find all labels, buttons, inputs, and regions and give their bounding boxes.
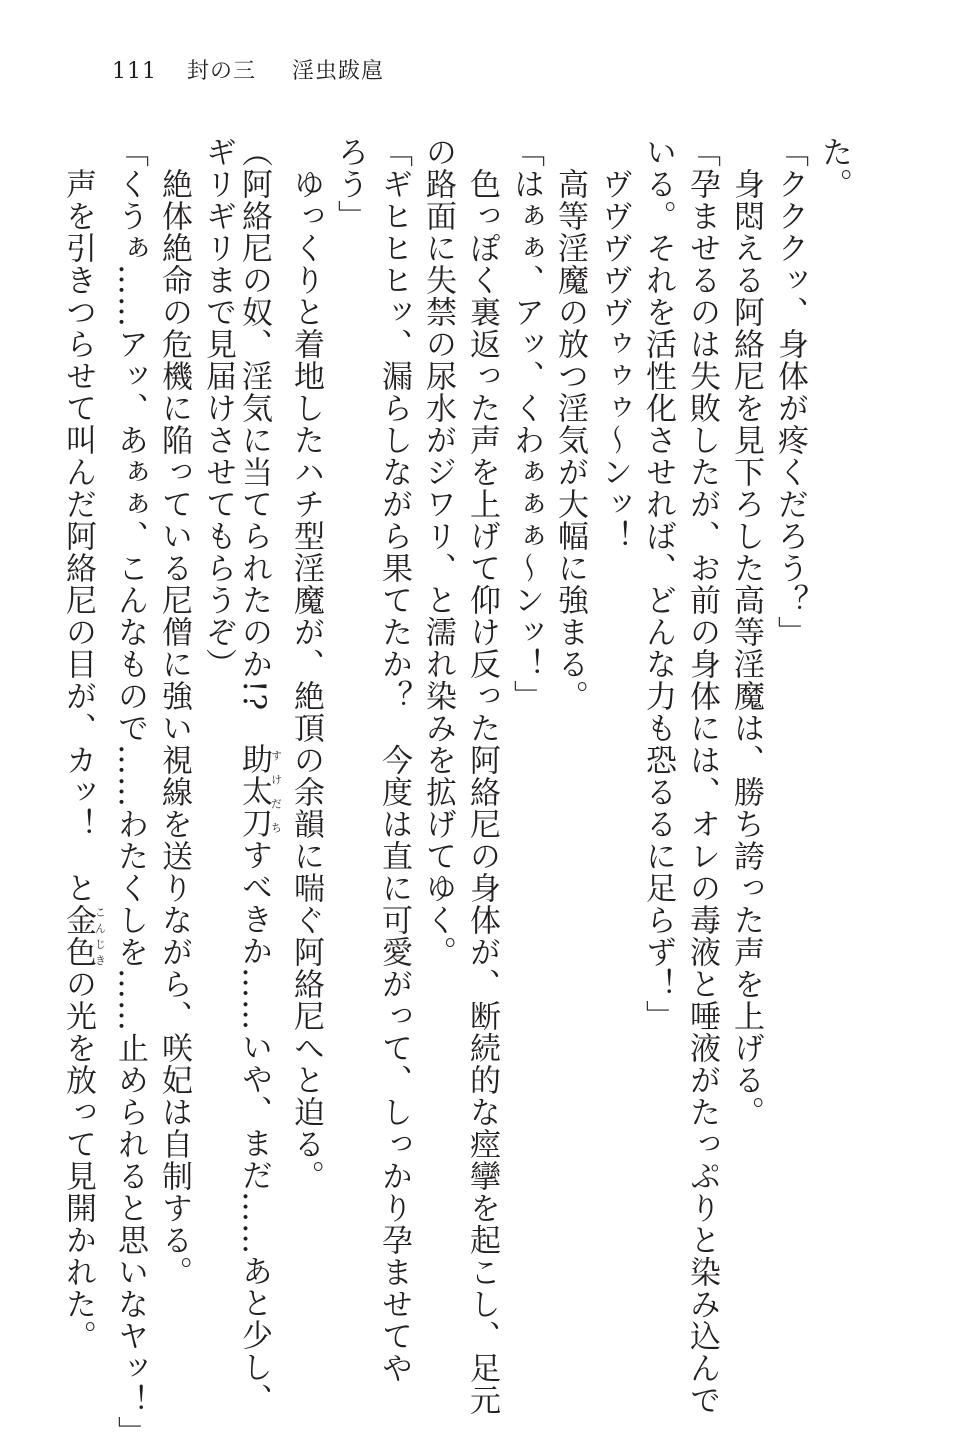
text-column: ギリギリまで見届けさせてもらうぞ） <box>200 136 236 680</box>
text-segment: 声を引きつらせて叫んだ阿絡尼の目が、カッ！ と <box>60 136 96 904</box>
ruby-word <box>236 743 283 840</box>
ruby-base: 金色 <box>60 904 96 968</box>
text-column <box>236 136 283 1416</box>
text-column: 高等淫魔の放つ淫気が大幅に強まる。 <box>552 136 588 712</box>
page-number: 111 <box>112 59 157 84</box>
ruby-reading: すけだち <box>269 743 283 840</box>
text-column: ろう」 <box>332 136 368 232</box>
text-column: 身悶える阿絡尼を見下ろした高等淫魔は、勝ち誇った声を上げる。 <box>728 136 764 1128</box>
text-column: 「クククッ、身体が疼くだろう？」 <box>772 136 808 648</box>
text-column: 絶体絶命の危機に陥っている尼僧に強い視線を送りながら、咲妃は自制する。 <box>156 136 192 1288</box>
text-column: 「ギヒヒヒッ、漏らしながら果てたか？ 今度は直に可愛がって、しっかり孕ませてや <box>376 136 412 1384</box>
chapter-label: 封の三 <box>187 59 257 84</box>
text-column: の路面に失禁の尿水がジワリ、と濡れ染みを拡げてゆく。 <box>420 136 456 968</box>
ruby-reading: こんじき <box>93 904 107 968</box>
ruby-word <box>60 904 107 968</box>
text-segment: すべきか……いや、まだ……あと少し、 <box>236 839 272 1416</box>
text-column: 色っぽく裏返った声を上げて仰け反った阿絡尼の身体が、断続的な痙攣を起こし、足元 <box>464 136 500 1416</box>
text-column <box>60 136 107 1352</box>
text-column: ゆっくりと着地したハチ型淫魔が、絶頂の余韻に喘ぐ阿絡尼へと迫る。 <box>288 136 324 1192</box>
text-column: 「くうぁ……アッ、あぁぁ、こんなもので……わたくしを……止められると思いなヤッ！」 <box>112 136 148 1448</box>
text-column: いる。それを活性化させれば、どんな力も恐るるに足らず！」 <box>640 136 676 1032</box>
chapter-title: 淫虫跋扈 <box>292 59 385 84</box>
running-header <box>112 54 384 85</box>
ruby-base: 助太刀 <box>236 743 272 840</box>
text-segment: （阿絡尼の奴、淫気に当てられたのか!? <box>236 136 272 744</box>
text-segment: の光を放って見開かれた。 <box>60 968 96 1352</box>
text-column: ヴヴヴヴヴゥゥゥ〜ンッ！ <box>596 136 632 552</box>
text-column: 「孕ませるのは失敗したが、お前の身体には、オレの毒液と唾液がたっぷりと染み込んで <box>684 136 720 1416</box>
text-column: た。 <box>816 136 852 200</box>
text-column: 「はぁぁ、アッ、くわぁぁぁ〜ンッ！」 <box>508 136 544 712</box>
